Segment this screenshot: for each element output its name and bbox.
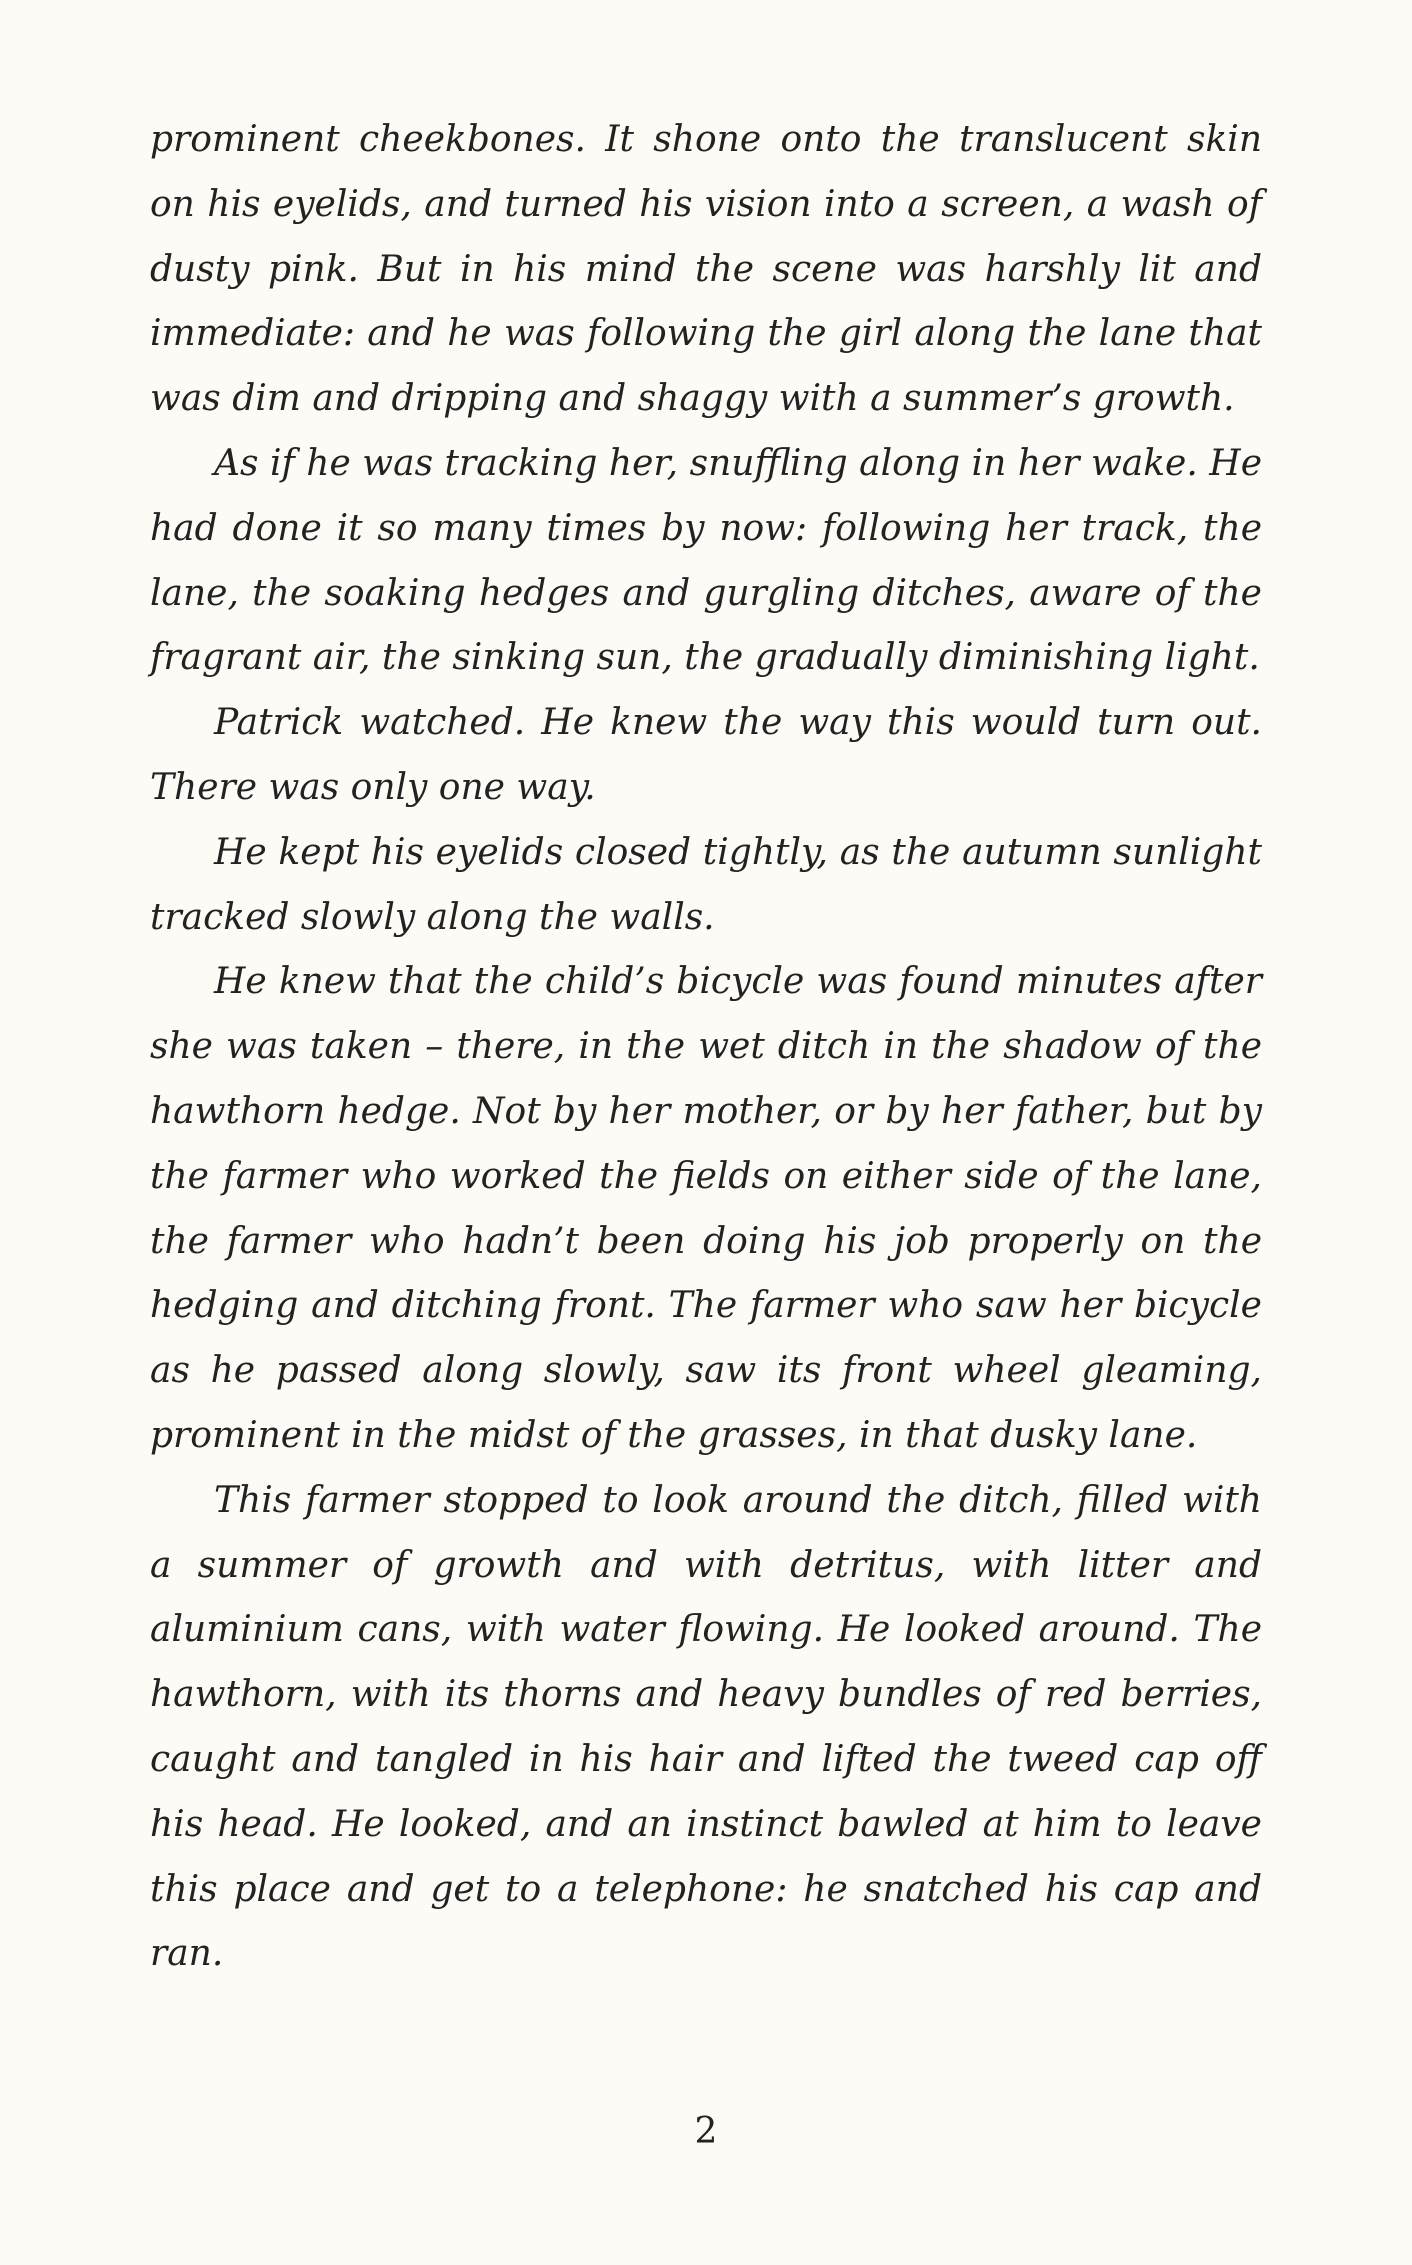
paragraph-5: He knew that the child’s bicycle was found minutes after she was taken – there, in the wet ditch in the shadow of the hawthorn hedge. Not by her mother, or by her father, but by the farmer who worked the fields on either side of the lane, the farmer who hadn’t been doing his job properly on the hedging and ditching front. The farmer who saw her bicycle as he passed along slowly, saw its front wheel gleaming, prominent in the midst of the grasses, in that dusky lane. [150, 961, 1262, 1456]
page-number: 2 [694, 2111, 718, 2152]
paragraph-6: This farmer stopped to look around the ditch, filled with a summer of growth and with detritus, with litter and aluminium cans, with water flowing. He looked around. The hawthorn, with its thorns and heavy bundles of red berries, caught and tangled in his hair and lifted the tweed cap off his head. He looked, and an instinct bawled at him to leave this place and get to a telephone: he snatched his cap and ran. [150, 1479, 1262, 1975]
paragraph-2: As if he was tracking her, snuffling along in her wake. He had done it so many times by now: following her track, the lane, the soaking hedges and gurgling ditches, aware of the fragrant air, the sinking sun, the gradually diminishing light. [150, 442, 1262, 679]
paragraph-1: prominent cheekbones. It shone onto the translucent skin on his eyelids, and turned his vision into a screen, a wash of dusty pink. But in his mind the scene was harshly lit and immediate: and he was following the girl along the lane that was dim and dripping and shaggy with a summer’s growth. [150, 119, 1262, 420]
body-text [150, 108, 1262, 1987]
paragraph-4: He kept his eyelids closed tightly, as the autumn sunlight tracked slowly along the walls. [150, 831, 1262, 938]
paragraph-3: Patrick watched. He knew the way this would turn out. There was only one way. [150, 702, 1262, 808]
